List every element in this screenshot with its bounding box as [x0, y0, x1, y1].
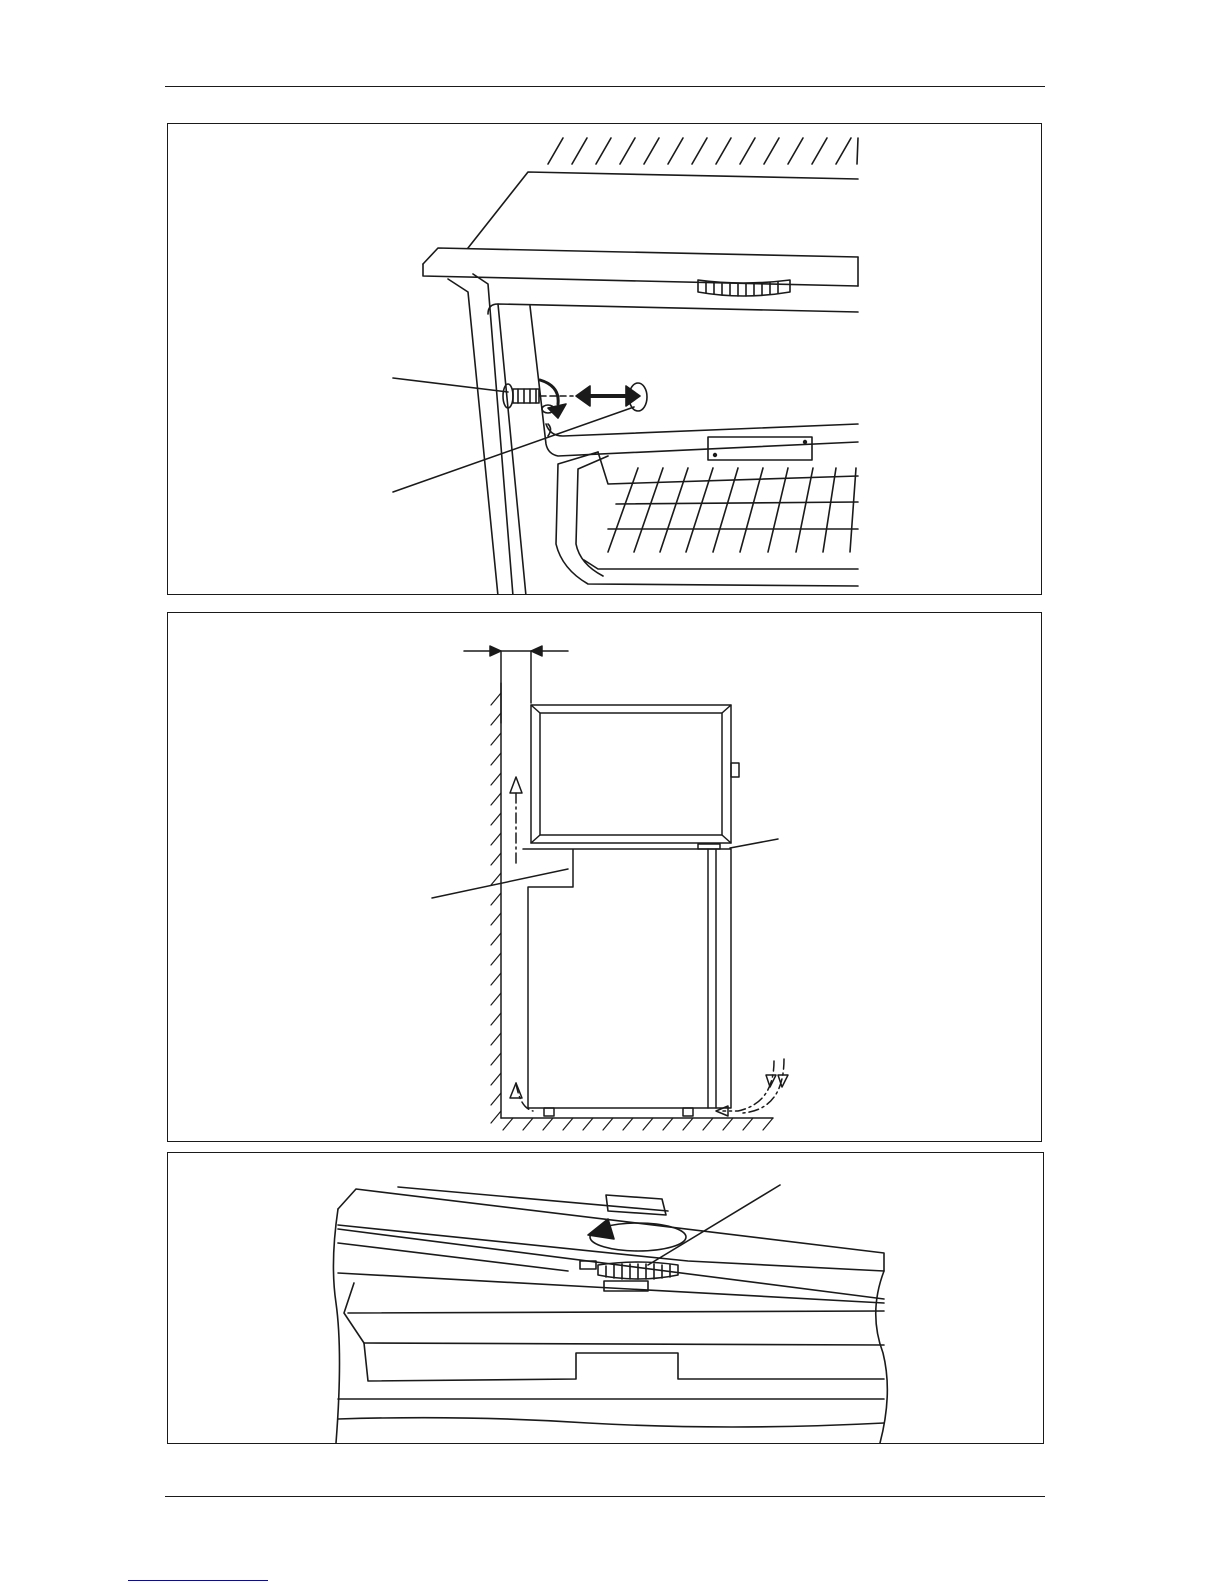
- leader-hinge: [730, 839, 778, 848]
- foot-right: [683, 1108, 693, 1116]
- footer-link[interactable]: [128, 1568, 268, 1581]
- lid-handle: [606, 1195, 666, 1215]
- ventilation-illustration: [168, 613, 1042, 1142]
- adjust-knob-illustration: [168, 1153, 1044, 1444]
- foot-left: [544, 1108, 554, 1116]
- leader-cap: [393, 407, 634, 492]
- cut-edge-left: [333, 1209, 339, 1443]
- airflow-up-arrow: [510, 777, 522, 793]
- upper-compartment: [531, 705, 731, 843]
- figure-door-adjust-knob-detail: [167, 1152, 1044, 1444]
- figure-side-ventilation-diagram: [167, 612, 1042, 1142]
- airflow-arrow-icon: [516, 791, 784, 1113]
- rotate-arrow-icon: [588, 1219, 686, 1251]
- cut-edge-right: [876, 1271, 888, 1443]
- lower-compartment: [523, 849, 731, 1108]
- wall-hatching: [168, 613, 773, 1118]
- leader-knob: [648, 1185, 780, 1265]
- door-hinge-illustration: [168, 124, 1042, 595]
- figure-door-hinge-detail: [167, 123, 1042, 595]
- leader-screw: [393, 378, 508, 392]
- clearance-dimension: [464, 646, 568, 723]
- header-rule: [165, 86, 1045, 87]
- grille-lines: [548, 138, 858, 164]
- side-knob: [731, 763, 739, 777]
- footer-rule: [165, 1496, 1045, 1497]
